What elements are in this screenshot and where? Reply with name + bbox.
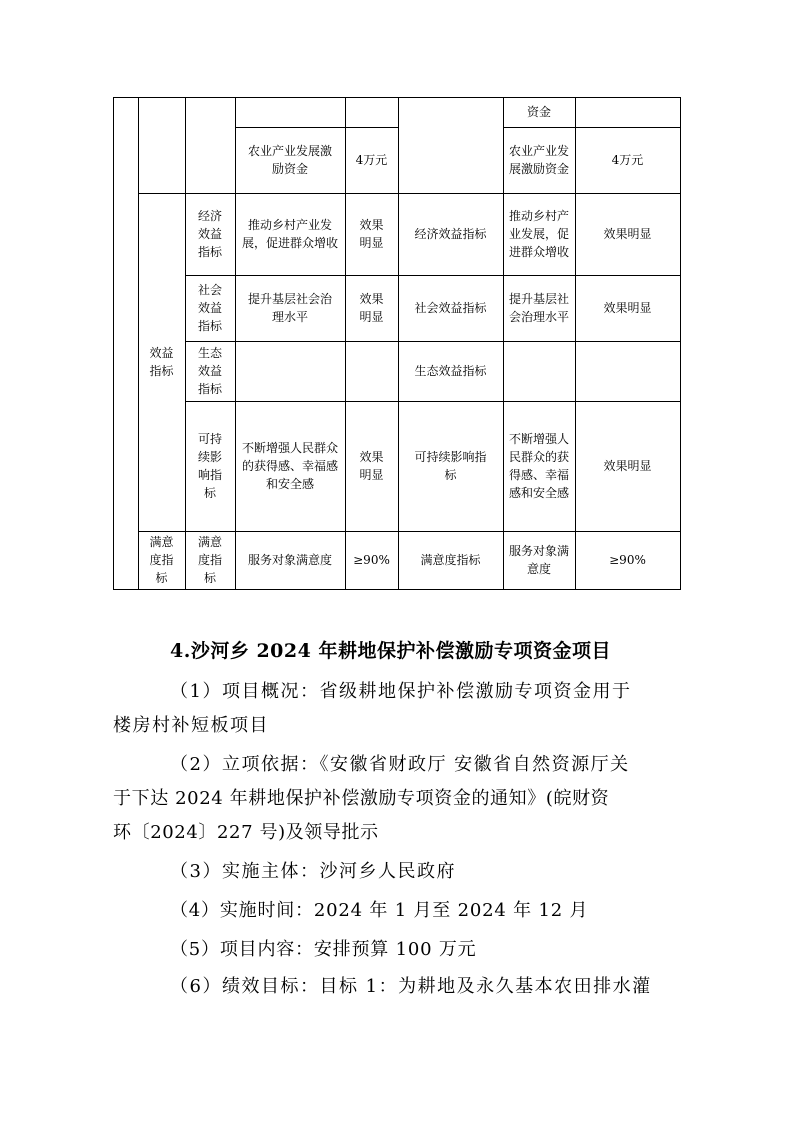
project-item-cell: 农业产业发展激励资金 [247, 144, 332, 176]
paragraph-line: （2）立项依据：《安徽省财政厅 安徽省自然资源厅关 [170, 754, 630, 775]
paragraph-line: （1）项目概况：省级耕地保护补偿激励专项资金用于 [170, 681, 632, 702]
satisfaction-indicator-content-b: 服务对象满意度 [509, 544, 570, 576]
sustainability-indicator-value: 效果明显 [359, 450, 384, 482]
satisfaction-indicator-label-b: 满意度指标 [420, 553, 481, 567]
economic-indicator-value-b: 效果明显 [603, 227, 652, 241]
social-indicator-value: 效果明显 [359, 292, 384, 324]
sustainability-indicator-label: 可持续影响指标 [197, 432, 222, 500]
paragraph-line: 楼房村补短板项目 [113, 715, 269, 736]
satisfaction-indicator-label: 满意度指标 [197, 535, 222, 585]
economic-indicator-content: 推动乡村产业发展，促进群众增收 [241, 218, 338, 250]
project-value-cell: 4万元 [355, 153, 388, 167]
paragraph-line: 环〔2024〕227 号)及领导批示 [113, 822, 379, 843]
economic-indicator-content-b: 推动乡村产业发展，促进群众增收 [509, 209, 570, 259]
economic-indicator-label-b: 经济效益指标 [414, 227, 487, 241]
paragraph-line: （5）项目内容：安排预算 100 万元 [170, 939, 477, 960]
social-indicator-content-b: 提升基层社会治理水平 [509, 292, 570, 324]
benefit-indicator-group: 效益指标 [149, 346, 174, 378]
sustainability-indicator-content-b: 不断增强人民群众的获得感、幸福感和安全感 [509, 432, 570, 500]
section-heading: 4.沙河乡 2024 年耕地保护补偿激励专项资金项目 [170, 640, 611, 662]
paragraph-line: （6）绩效目标：目标 1：为耕地及永久基本农田排水灌 [170, 976, 652, 997]
paragraph-line: （3）实施主体：沙河乡人民政府 [170, 861, 456, 882]
project-item-cell-b: 农业产业发展激励资金 [509, 144, 570, 176]
social-indicator-content: 提升基层社会治理水平 [247, 292, 332, 324]
project-value-cell-b: 4万元 [611, 153, 644, 167]
economic-indicator-label: 经济效益指标 [197, 209, 222, 259]
satisfaction-indicator-value-b: ≥90% [609, 553, 646, 567]
social-indicator-value-b: 效果明显 [603, 301, 652, 315]
sustainability-indicator-value-b: 效果明显 [603, 459, 652, 473]
sustainability-indicator-content: 不断增强人民群众的获得感、幸福感和安全感 [241, 441, 338, 491]
social-indicator-label: 社会效益指标 [197, 283, 222, 333]
sustainability-indicator-label-b: 可持续影响指标 [414, 450, 487, 482]
social-indicator-label-b: 社会效益指标 [414, 301, 487, 315]
satisfaction-indicator-group: 满意度指标 [149, 535, 174, 585]
paragraph-line: 于下达 2024 年耕地保护补偿激励专项资金的通知》(皖财资 [113, 788, 610, 809]
fund-cell: 资金 [526, 105, 551, 119]
paragraph-line: （4）实施时间：2024 年 1 月至 2024 年 12 月 [170, 900, 589, 921]
satisfaction-indicator-value: ≥90% [353, 553, 390, 567]
economic-indicator-value: 效果明显 [359, 218, 384, 250]
ecological-indicator-label-b: 生态效益指标 [414, 364, 487, 378]
ecological-indicator-label: 生态效益指标 [197, 346, 222, 396]
performance-indicator-table [113, 97, 681, 590]
satisfaction-indicator-content: 服务对象满意度 [247, 553, 332, 567]
